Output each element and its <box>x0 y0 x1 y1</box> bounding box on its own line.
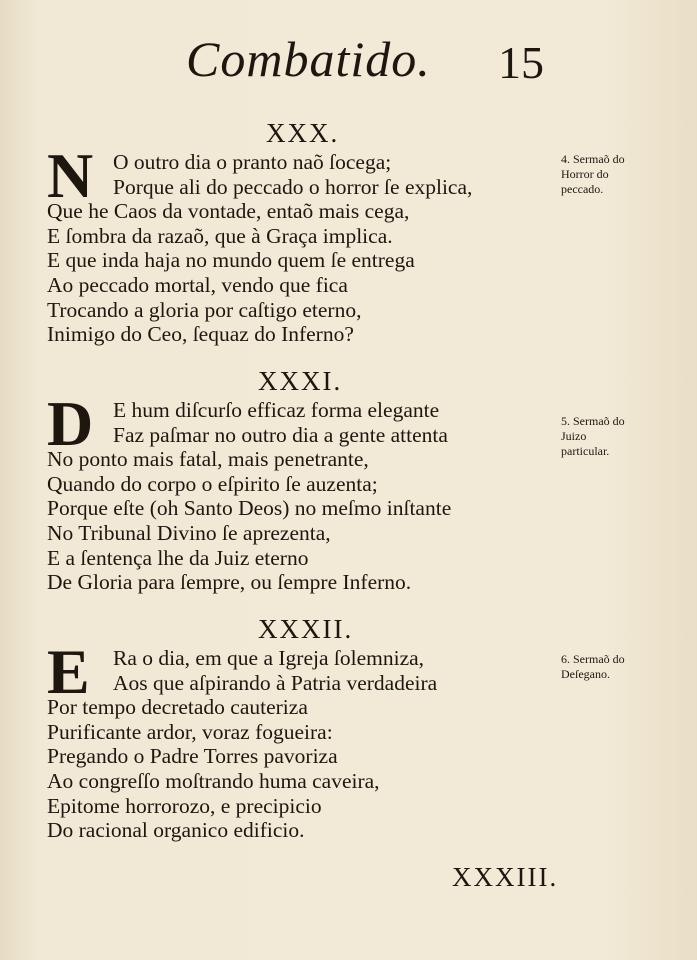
verse-line: E a ſentença lhe da Juiz eterno <box>47 545 309 570</box>
verse-line: Por tempo decretado cauteriza <box>47 695 308 720</box>
stanza-number: XXX. <box>266 118 340 148</box>
verse-line: Epitome horrorozo, e precipicio <box>47 793 322 818</box>
stanza-32 <box>47 636 567 843</box>
margin-note: 5. Sermaõ do Juizo particular. <box>561 414 625 458</box>
verse-line: Quando do corpo o eſpirito ſe auzenta; <box>47 471 378 496</box>
stanza-number: XXXI. <box>258 366 343 396</box>
margin-note: 6. Sermaõ do Deſegano. <box>561 652 625 681</box>
drop-cap-initial: N <box>47 140 94 211</box>
catchword: XXXIII. <box>452 862 559 892</box>
running-head-title: Combatido. <box>186 31 431 87</box>
stanza-31 <box>47 388 567 595</box>
verse-line: Ao peccado mortal, vendo que fica <box>47 272 348 297</box>
drop-cap-initial: E <box>47 636 90 707</box>
verse-line: Porque ali do peccado o horror ſe explica, <box>113 174 473 199</box>
verse-line: Ra o dia, em que a Igreja ſolemniza, <box>113 646 425 670</box>
stanza-number: XXXII. <box>258 614 354 644</box>
stanza-30 <box>47 140 567 347</box>
verse-line: Do racional organico edificio. <box>47 818 305 843</box>
verse-line: Trocando a gloria por caſtigo eterno, <box>47 297 362 322</box>
verse-line: Pregando o Padre Torres pavoriza <box>47 744 338 769</box>
verse-line: Purificante ardor, voraz fogueira: <box>47 719 333 744</box>
verse-line: E hum diſcurſo efficaz forma elegante <box>113 398 440 422</box>
verse-line: E que inda haja no mundo quem ſe entrega <box>47 248 415 273</box>
verse-line: Que he Caos da vontade, entaõ mais cega, <box>47 199 410 224</box>
verse-line: De Gloria para ſempre, ou ſempre Inferno. <box>47 570 412 595</box>
verse-line: Ao congreſſo moſtrando huma caveira, <box>47 768 380 793</box>
drop-cap-initial: D <box>47 388 94 459</box>
verse-line: Porque eſte (oh Santo Deos) no meſmo inſtante <box>47 496 452 521</box>
page-number: 15 <box>498 37 544 88</box>
verse-line: No Tribunal Divino ſe aprezenta, <box>47 520 331 545</box>
margin-note: 4. Sermaõ do Horror do peccado. <box>561 152 625 196</box>
verse-line: E ſombra da razaõ, que à Graça implica. <box>47 223 393 248</box>
verse-line: O outro dia o pranto naõ ſocega; <box>113 150 392 174</box>
verse-line: Faz paſmar no outro dia a gente attenta <box>113 422 448 447</box>
verse-line: No ponto mais fatal, mais penetrante, <box>47 447 369 472</box>
verse-line: Inimigo do Ceo, ſequaz do Inferno? <box>47 322 354 347</box>
verse-line: Aos que aſpirando à Patria verdadeira <box>113 670 438 695</box>
